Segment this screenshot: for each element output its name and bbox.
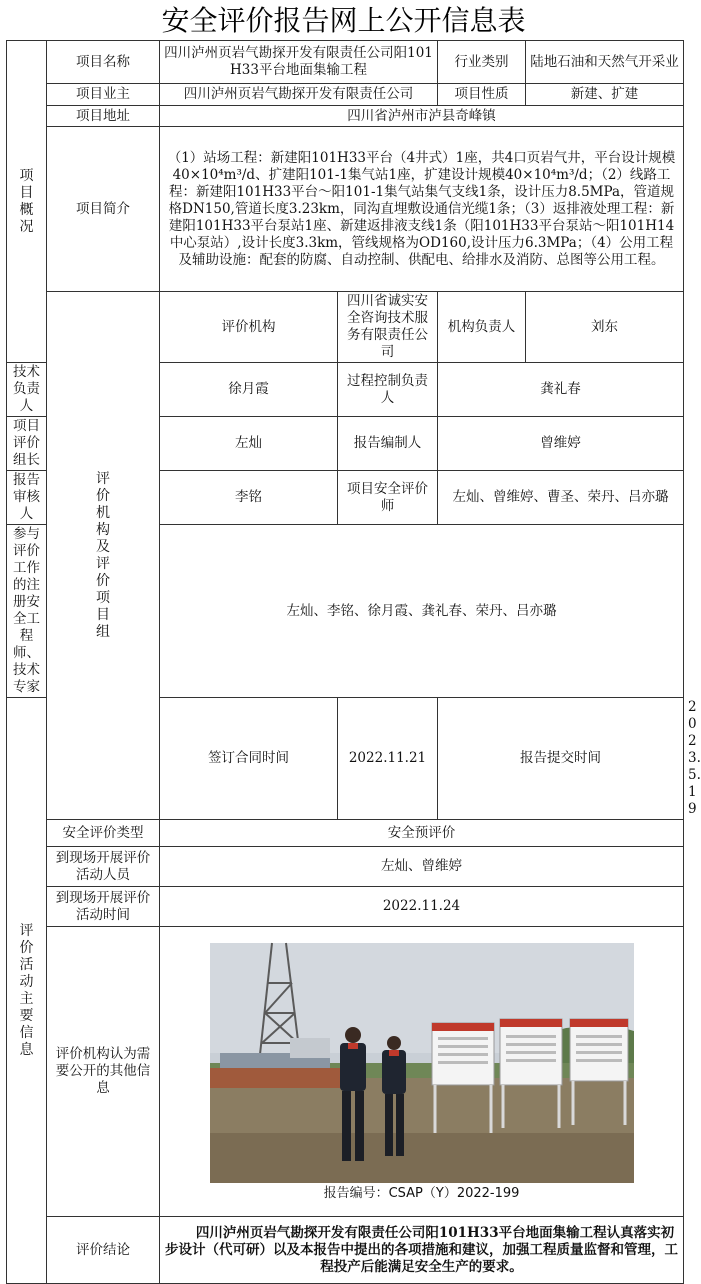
submit-label: 报告提交时间 — [438, 698, 684, 820]
conclusion-value: 四川泸州页岩气勘探开发有限责任公司阳101H33平台地面集输工程认真落实初步设计（代可研）以及本报告中提出的各项措施和建议，加强工程质量监督和管理，工程投产后能满足安全生产的要求。 — [160, 1217, 684, 1284]
writer-value: 曾维婷 — [438, 417, 684, 471]
other-info-label: 评价机构认为需要公开的其他信息 — [47, 927, 160, 1217]
owner-label: 项目业主 — [47, 84, 160, 106]
section-activity-info: 评价活动主要信息 — [7, 698, 47, 1284]
nature-value: 新建、扩建 — [526, 84, 684, 106]
conclusion-label: 评价结论 — [47, 1217, 160, 1284]
intro-value: （1）站场工程：新建阳101H33平台（4井式）1座，共4口页岩气井，平台设计规模40×10⁴m³/d、扩建阳101-1集气站1座，扩建设计规模40×10⁴m³/d；（2）线路工程：新建阳101H33平台～阳101-1集气站集气支线1条，设计压力8.5MPa，管道规格DN150,管道长度3.23km，同沟直埋敷设通信光缆1条；（3）返排液处理工程：新建阳101H33平台泵站1座、新建返排液支线1条（阳101H33平台泵站～阳101H14中心泵站）,设计长度3.3km，管线规格为OD160,设计压力6.3MPa；（4）公用工程及辅助设施：配套的防腐、自动控制、供配电、给排水及消防、总图等公用工程。 — [160, 127, 684, 292]
experts-label: 参与评价工作的注册安全工程师、技术专家 — [7, 525, 47, 698]
process-label: 过程控制负责人 — [338, 363, 438, 417]
project-name-label: 项目名称 — [47, 41, 160, 84]
leader-label: 项目评价组长 — [7, 417, 47, 471]
site-staff-value: 左灿、曾维婷 — [160, 847, 684, 887]
site-photo — [210, 943, 634, 1183]
contract-label: 签订合同时间 — [160, 698, 338, 820]
page-title: 安全评价报告网上公开信息表 — [161, 4, 526, 37]
org-label: 评价机构 — [160, 292, 338, 363]
report-number: 报告编号：CSAP（Y）2022-199 — [323, 1185, 520, 1201]
assessors-value: 左灿、曾维婷、曹圣、荣丹、吕亦璐 — [438, 471, 684, 525]
industry-label: 行业类别 — [438, 41, 526, 84]
reviewer-label: 报告审核人 — [7, 471, 47, 525]
section-evaluation-org: 评价机构及评价项目组 — [47, 292, 160, 820]
site-time-label: 到现场开展评价活动时间 — [47, 887, 160, 927]
section-project-overview: 项目概况 — [7, 41, 47, 363]
reviewer-value: 李铭 — [160, 471, 338, 525]
org-head-value: 刘东 — [526, 292, 684, 363]
org-value: 四川省诚实安全咨询技术服务有限责任公司 — [338, 292, 438, 363]
tech-head-value: 徐月霞 — [160, 363, 338, 417]
project-name-value: 四川泸州页岩气勘探开发有限责任公司阳101H33平台地面集输工程 — [160, 41, 438, 84]
owner-value: 四川泸州页岩气勘探开发有限责任公司 — [160, 84, 438, 106]
tech-head-label: 技术负责人 — [7, 363, 47, 417]
nature-label: 项目性质 — [438, 84, 526, 106]
industry-value: 陆地石油和天然气开采业 — [526, 41, 684, 84]
leader-value: 左灿 — [160, 417, 338, 471]
other-info-cell — [160, 927, 684, 1217]
type-label: 安全评价类型 — [47, 820, 160, 847]
type-value: 安全预评价 — [160, 820, 684, 847]
writer-label: 报告编制人 — [338, 417, 438, 471]
info-table: 项目概况 项目名称 四川泸州页岩气勘探开发有限责任公司阳101H33平台地面集输工程 行业类别 陆地石油和天然气开采业 项目业主 四川泸州页岩气勘探开发有限责任公司 项目性质 新建、扩建 项目地址 四川省泸州市泸县奇峰镇 项目简介 （1）站场工程：新建阳101H33平台（4井式）1座，共4口页岩气井，平台设计规模40×10⁴m³/d、扩建阳101-1集气站1座，扩建设计规模40×10⁴m³/d；（2）线路工程：新建阳101H33平台～阳101-1集气站集气支线1条，设计压力8.5MPa，管道规格DN150,管道长度3.23km，同沟直埋敷设通信光缆1条；（3）返排液处理工程：新建阳101H33平台泵站1座、新建返排液支线1条（阳101H33平台泵站～阳101H14中心泵站）,设计长度3.3km，管线规格为OD160,设计压力6.3MPa；（4）公用工程及辅助设施：配套的防腐、自动控制、供配电、给排水及消防、总图等公用工程。 评价机构及评价项目组 评价机构 四川省诚实安全咨询技术服务有限责任公司 机构负责人 刘东 技术负责人 徐月霞 过程控制负责人 龚礼春 项目评价组长 左灿 报告编制人 曾维婷 报告审核人 李铭 项目安全评价师 左灿、曾维婷、曹圣、荣丹、吕亦璐 参与评价工作的注册安全工程师、技术专家 左灿、李铭、徐月霞、龚礼春、荣丹、吕亦璐 评价活动主要信息 签订合同时间 2022.11.21 报告提交时间 2023.5.19 安全评价类型 安全预评价 到现场开展评价活动人员 左灿、曾维婷 到现场开展评价活动时间 2022.11.24 评价机构认为需要公开的其他信息 报告编号：CSAP（Y）2022-199 评价结论 四川泸州页岩气勘探开发有限责任公司阳101H33平台地面集输工程认真落实初步设计（代可研）以及本报告中提出的各项措施和建议，加强工程质量监督和管理，工程投产后能满足安全生产的要求。 — [6, 40, 684, 1284]
site-staff-label: 到现场开展评价活动人员 — [47, 847, 160, 887]
intro-label: 项目简介 — [47, 127, 160, 292]
location-value: 四川省泸州市泸县奇峰镇 — [160, 106, 684, 127]
location-label: 项目地址 — [47, 106, 160, 127]
site-time-value: 2022.11.24 — [160, 887, 684, 927]
contract-value: 2022.11.21 — [338, 698, 438, 820]
org-head-label: 机构负责人 — [438, 292, 526, 363]
assessors-label: 项目安全评价师 — [338, 471, 438, 525]
process-value: 龚礼春 — [438, 363, 684, 417]
experts-value: 左灿、李铭、徐月霞、龚礼春、荣丹、吕亦璐 — [160, 525, 684, 698]
